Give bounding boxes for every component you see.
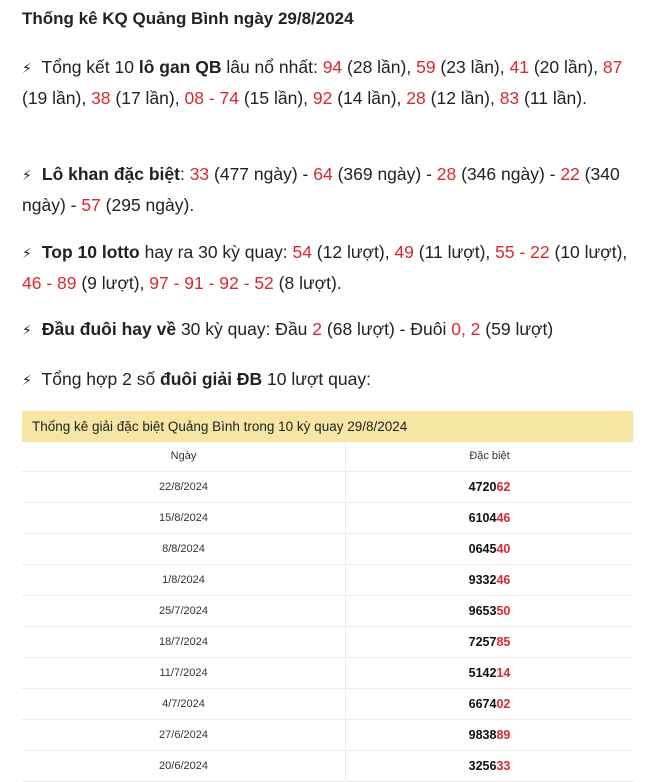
- special-number: [469, 635, 511, 649]
- row-special: [346, 627, 633, 657]
- gan-prefix: Tổng kết 10: [37, 57, 139, 77]
- tong-hop-paragraph: [22, 364, 634, 395]
- number-note: (295 ngày).: [100, 195, 195, 215]
- number-note: (10 lượt),: [549, 242, 628, 262]
- gan-paragraph: [22, 52, 634, 113]
- number-value: 22: [560, 164, 580, 184]
- row-date: 4/7/2024: [22, 689, 346, 719]
- table-caption: Thống kê giải đặc biệt Quảng Bình trong 10 kỳ quay 29/8/2024: [22, 411, 633, 442]
- row-special: [346, 720, 633, 750]
- number-note: (369 ngày) -: [332, 164, 437, 184]
- bolt-icon: ⚡: [22, 167, 32, 183]
- table-row: [22, 751, 633, 782]
- bolt-icon: ⚡: [22, 322, 32, 338]
- table-row: [22, 534, 633, 565]
- khan-paragraph: [22, 159, 634, 220]
- number-note: (19 lần),: [22, 88, 92, 108]
- row-date: 25/7/2024: [22, 596, 346, 626]
- number-note: (11 lần).: [519, 88, 587, 108]
- special-number: [469, 511, 511, 525]
- row-date: 11/7/2024: [22, 658, 346, 688]
- number-value: 97 - 91 - 92 - 52: [149, 273, 274, 293]
- special-tail: 89: [496, 728, 511, 742]
- number-value: 83: [499, 88, 520, 108]
- special-head: 6104: [468, 511, 497, 525]
- row-special: [346, 658, 633, 688]
- special-head: 9838: [468, 728, 497, 742]
- special-number: [469, 697, 511, 711]
- special-number: [469, 542, 511, 556]
- table-row: [22, 627, 633, 658]
- number-note: (346 ngày) -: [456, 164, 561, 184]
- row-date: 27/6/2024: [22, 720, 346, 750]
- number-note: (28 lần),: [342, 57, 417, 77]
- special-tail: 46: [496, 511, 511, 525]
- number-value: 64: [313, 164, 333, 184]
- special-number: [469, 573, 511, 587]
- special-head: 7257: [468, 635, 497, 649]
- number-value: 28: [436, 164, 457, 184]
- number-value: 54: [292, 242, 312, 262]
- number-note: (340 ngày) -: [22, 164, 620, 215]
- row-date: 22/8/2024: [22, 472, 346, 502]
- number-note: (23 lần),: [435, 57, 510, 77]
- row-date: 8/8/2024: [22, 534, 346, 564]
- khan-suffix: :: [179, 164, 190, 184]
- row-date: 18/7/2024: [22, 627, 346, 657]
- number-value: 33: [189, 164, 210, 184]
- dau-duoi-paragraph: [22, 314, 634, 345]
- row-special: [346, 751, 633, 781]
- dauduoi-mid: (68 lượt) - Đuôi: [322, 319, 452, 339]
- special-tail: 33: [496, 759, 511, 773]
- row-special: [346, 534, 633, 564]
- special-prize-table: [22, 411, 633, 782]
- row-special: [346, 503, 633, 533]
- gan-bold: lô gan QB: [138, 57, 222, 77]
- number-note: (8 lượt).: [273, 273, 342, 293]
- page-title: Thống kê KQ Quảng Bình ngày 29/8/2024: [22, 9, 354, 28]
- dau-value: 2: [312, 319, 323, 339]
- special-head: 5142: [468, 666, 497, 680]
- row-special: [346, 565, 633, 595]
- number-note: (12 lần),: [425, 88, 500, 108]
- table-body: [22, 472, 633, 782]
- number-value: 41: [509, 57, 529, 77]
- special-head: 0645: [468, 542, 497, 556]
- number-value: 57: [81, 195, 101, 215]
- duoi-value: 0, 2: [451, 319, 481, 339]
- number-note: (15 lần),: [238, 88, 313, 108]
- special-tail: 02: [496, 697, 511, 711]
- row-special: [346, 689, 633, 719]
- tonghop-suffix: 10 lượt quay:: [262, 369, 371, 389]
- special-tail: 50: [496, 604, 511, 618]
- special-tail: 14: [496, 666, 511, 680]
- table-row: [22, 596, 633, 627]
- number-value: 55 - 22: [495, 242, 550, 262]
- table-row: [22, 565, 633, 596]
- top-suffix: hay ra 30 kỳ quay:: [139, 242, 293, 262]
- top-lotto-paragraph: [22, 237, 634, 298]
- special-tail: 40: [496, 542, 511, 556]
- dauduoi-bold: Đầu đuôi hay về: [41, 319, 177, 339]
- special-head: 3256: [468, 759, 497, 773]
- row-date: 20/6/2024: [22, 751, 346, 781]
- column-header-special: Đặc biệt: [469, 450, 510, 462]
- tonghop-prefix: Tổng hợp 2 số: [37, 369, 161, 389]
- dauduoi-suffix: 30 kỳ quay: Đầu: [176, 319, 313, 339]
- row-date: 1/8/2024: [22, 565, 346, 595]
- special-head: 6674: [468, 697, 497, 711]
- row-date: 15/8/2024: [22, 503, 346, 533]
- khan-bold: Lô khan đặc biệt: [41, 164, 180, 184]
- table-row: [22, 472, 633, 503]
- special-number: [469, 604, 511, 618]
- special-tail: 62: [496, 480, 511, 494]
- table-header-row: [22, 442, 633, 472]
- number-value: 94: [322, 57, 343, 77]
- number-value: 87: [602, 57, 623, 77]
- special-number: [469, 728, 511, 742]
- bolt-icon: ⚡: [22, 372, 32, 388]
- number-value: 49: [394, 242, 414, 262]
- special-head: 9653: [468, 604, 497, 618]
- special-head: 4720: [468, 480, 497, 494]
- special-number: [469, 480, 511, 494]
- bolt-icon: ⚡: [22, 60, 32, 76]
- table-row: [22, 689, 633, 720]
- number-note: (20 lần),: [528, 57, 603, 77]
- number-value: 59: [416, 57, 436, 77]
- special-number: [469, 759, 511, 773]
- dauduoi-end: (59 lượt): [480, 319, 554, 339]
- special-number: [469, 666, 511, 680]
- bolt-icon: ⚡: [22, 245, 32, 261]
- column-header-date: Ngày: [22, 442, 346, 471]
- number-note: (12 lượt),: [311, 242, 395, 262]
- tonghop-bold: đuôi giải ĐB: [160, 369, 263, 389]
- special-head: 9332: [468, 573, 497, 587]
- row-special: [346, 596, 633, 626]
- number-value: 92: [312, 88, 333, 108]
- top-bold: Top 10 lotto: [41, 242, 140, 262]
- special-tail: 85: [496, 635, 511, 649]
- number-value: 46 - 89: [22, 273, 77, 293]
- row-special: [346, 472, 633, 502]
- table-row: [22, 503, 633, 534]
- number-note: (14 lần),: [332, 88, 407, 108]
- gan-suffix: lâu nổ nhất:: [221, 57, 323, 77]
- number-note: (9 lượt),: [76, 273, 150, 293]
- number-note: (477 ngày) -: [209, 164, 314, 184]
- table-row: [22, 658, 633, 689]
- number-value: 08 - 74: [184, 88, 239, 108]
- number-note: (11 lượt),: [413, 242, 496, 262]
- special-tail: 46: [496, 573, 511, 587]
- number-value: 28: [406, 88, 426, 108]
- table-row: [22, 720, 633, 751]
- number-value: 38: [91, 88, 111, 108]
- number-note: (17 lần),: [110, 88, 185, 108]
